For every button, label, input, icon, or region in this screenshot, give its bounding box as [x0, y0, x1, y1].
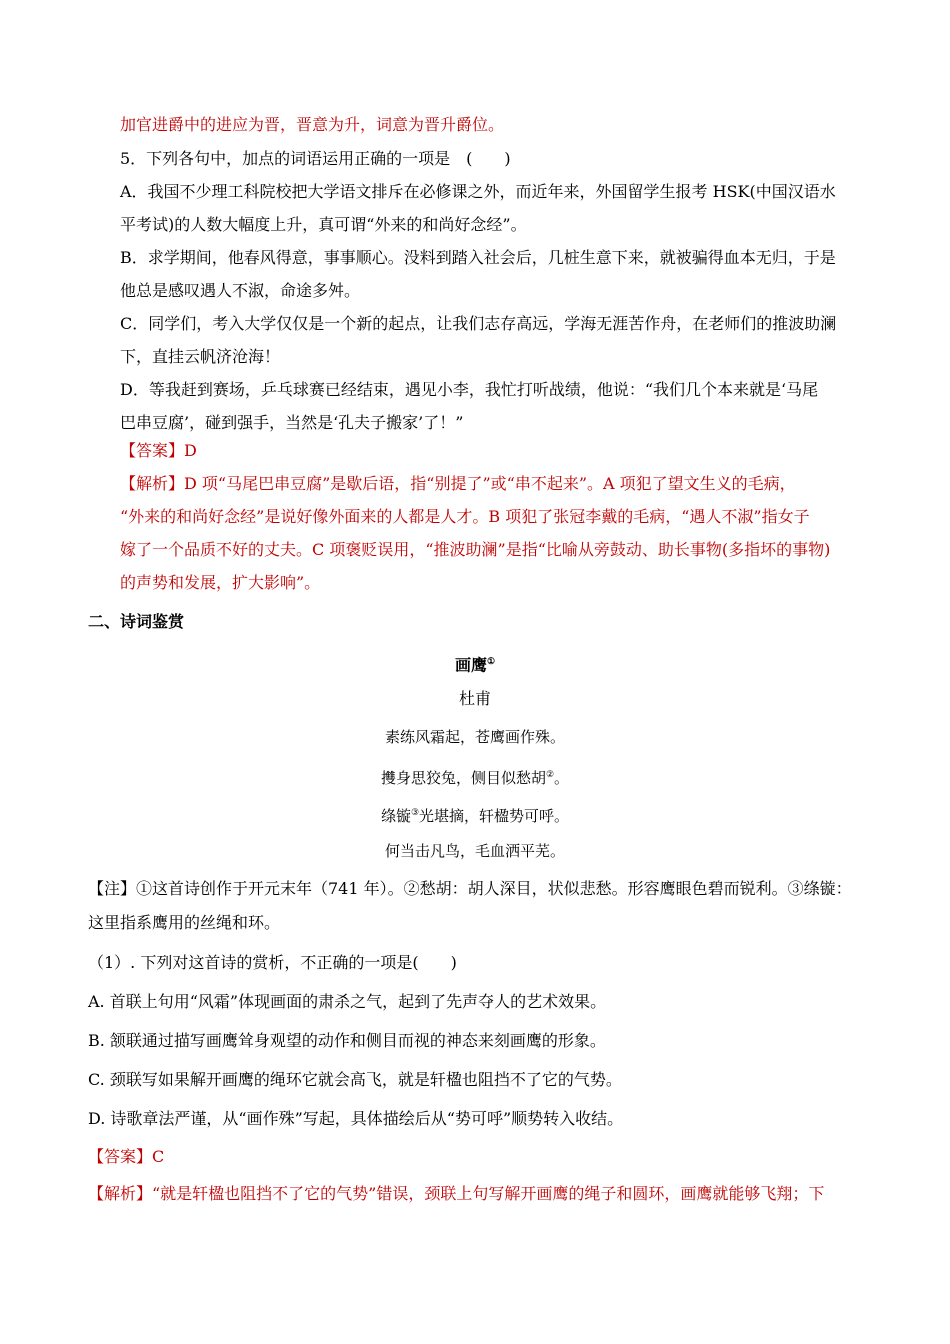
explanation-2-line-1: 【解析】“就是轩楹也阻挡不了它的气势”错误，颈联上句写解开画鹰的绳子和圆环，画鹰就能够飞翔；下 — [88, 1184, 825, 1203]
option-a-line-2: 平考试)的人数大幅度上升，真可谓“外来的和尚好念经”。 — [120, 215, 527, 234]
choice-c: C. 颈联写如果解开画鹰的绳环它就会高飞，就是轩楹也阻挡不了它的气势。 — [88, 1070, 622, 1089]
notes-line-2: 这里指系鹰用的丝绳和环。 — [88, 913, 281, 932]
choice-d: D. 诗歌章法严谨，从“画作殊”写起，具体描绘后从“势可呼”顺势转入收结。 — [88, 1109, 624, 1128]
answer-2: 【答案】C — [88, 1147, 165, 1166]
poem-line-3-text: 光堪摘，轩楹势可呼。 — [419, 807, 570, 825]
question-1: （1）. 下列对这首诗的赏析，不正确的一项是( ) — [88, 953, 457, 972]
question-5: 5．下列各句中，加点的词语运用正确的一项是 ( ) — [120, 149, 511, 168]
explanation-1-line-3: 嫁了一个品质不好的丈夫。C 项褒贬误用，“推波助澜”是指“比喻从旁鼓动、助长事物(多指坏的事物) — [120, 540, 831, 559]
option-d-line-1: D．等我赶到赛场，乒乓球赛已经结束，遇见小李，我忙打听战绩，他说：“我们几个本来就是‘马尾 — [120, 380, 819, 399]
choice-a: A. 首联上句用“风霜”体现画面的肃杀之气，起到了先声夺人的艺术效果。 — [88, 992, 607, 1011]
option-d-line-2: 巴串豆腐’，碰到强手，当然是‘孔夫子搬家’了！” — [120, 413, 464, 432]
poem-line-1: 素练风霜起，苍鹰画作殊。 — [384, 728, 565, 746]
poem-line-3-start: 绦镟 — [380, 807, 411, 825]
answer-1: 【答案】D — [120, 441, 197, 460]
option-c-line-2: 下，直挂云帆济沧海！ — [120, 347, 281, 366]
poem-author: 杜甫 — [458, 689, 491, 708]
explanation-1-line-4: 的声势和发展，扩大影响”。 — [120, 573, 321, 592]
option-c-line-1: C．同学们，考入大学仅仅是一个新的起点，让我们志存高远，学海无涯苦作舟，在老师们的推波助澜 — [120, 314, 837, 333]
poem-line-2-end: 。 — [554, 769, 570, 787]
poem-title-note-mark: ① — [486, 657, 496, 667]
poem-line-3-note-mark: ③ — [410, 808, 420, 818]
option-b-line-1: B．求学期间，他春风得意，事事顺心。没料到踏入社会后，几桩生意下来，就被骗得血本无归，于是 — [120, 248, 836, 267]
poem-line-2-note-mark: ② — [545, 770, 555, 780]
poem-line-2-text: 㩳身思狡兔，侧目似愁胡 — [380, 769, 546, 787]
poem-line-2 — [0, 765, 950, 788]
poem-line-4: 何当击凡鸟，毛血洒平芜。 — [384, 842, 565, 860]
option-b-line-2: 他总是感叹遇人不淑，命途多舛。 — [120, 281, 361, 300]
explanation-continued: 加官进爵中的进应为晋，晋意为升，词意为晋升爵位。 — [120, 115, 505, 134]
choice-b: B. 颔联通过描写画鹰耸身观望的动作和侧目而视的神态来刻画鹰的形象。 — [88, 1031, 606, 1050]
notes-line-1: 【注】①这首诗创作于开元末年（741 年）。②愁胡：胡人深目，状似悲愁。形容鹰眼色碧而锐利。③绦镟： — [88, 879, 852, 898]
section-2-heading: 二、诗词鉴赏 — [88, 612, 185, 631]
poem-title — [0, 652, 950, 675]
option-a-line-1: A．我国不少理工科院校把大学语文排斥在必修课之外，而近年来，外国留学生报考 HSK(中国汉语水 — [120, 182, 836, 201]
explanation-1-line-1: 【解析】D 项“马尾巴串豆腐”是歇后语，指“别提了”或“串不起来”。A 项犯了望文生义的毛病， — [120, 474, 796, 493]
poem-line-3 — [0, 803, 950, 826]
poem-title-text: 画鹰 — [454, 655, 487, 675]
explanation-1-line-2: “外来的和尚好念经”是说好像外面来的人都是人才。B 项犯了张冠李戴的毛病，“遇人不淑”指女子 — [120, 507, 810, 526]
